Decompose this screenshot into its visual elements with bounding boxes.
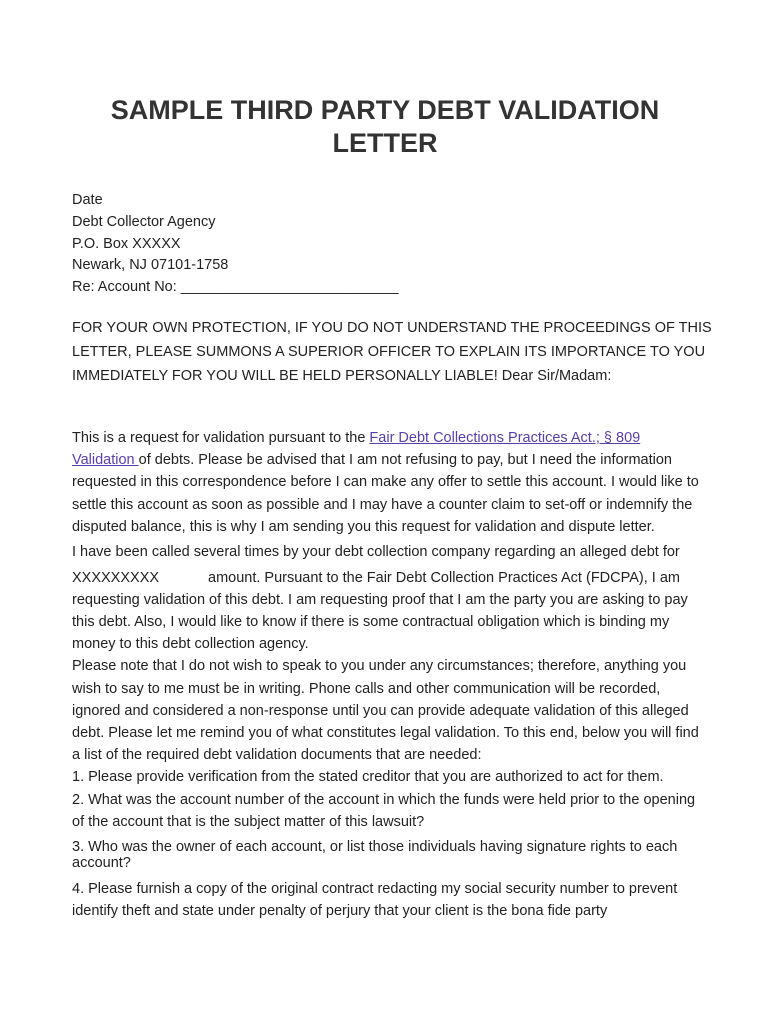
account-number-line: Re: Account No: ___________________________ (72, 279, 399, 296)
paragraph-text: This is a request for validation pursuant to the (72, 430, 370, 446)
agency-line: Debt Collector Agency (72, 213, 216, 230)
document-title: SAMPLE THIRD PARTY DEBT VALIDATION LETTER (110, 95, 660, 158)
recipient-address-block (72, 190, 399, 299)
amount-placeholder: XXXXXXXXX (72, 569, 160, 586)
po-box-line: P.O. Box XXXXX (72, 235, 181, 252)
amount-first-line: amount. Pursuant to the Fair Debt Collection Practices Act (FDCPA), I (208, 569, 656, 586)
amount-paragraph (72, 567, 700, 656)
protection-warning: FOR YOUR OWN PROTECTION, IF YOU DO NOT UNDERSTAND THE PROCEEDINGS OF THIS LETTER, PLEASE SUMMONS A SUPERIOR OFFICER TO EXPLAIN ITS IMPORTANCE TO YOU IMMEDIATELY FOR YOU WILL BE HELD PERSONALLY LIABLE! Dear Sir/Madam: (72, 320, 712, 384)
list-item-4: 4. Please furnish a copy of the original contract redacting my social security number to prevent identify theft and state under penalty of perjury that your client is the bona fide party (72, 880, 678, 920)
fdcpa-validation-link[interactable]: Fair Debt Collections Practices Act.; § 809 Validation (72, 430, 641, 469)
paragraph-text: of debts. Please be advised that I am not refusing to pay, but I need the information requested in this correspondence before I can make any offer to settle this account. I would like to settle this account as soon as possible and I may have a counter claim to set-off or indemnify the disputed balance, this is why I am sending you this request for validation and dispute letter. (72, 452, 699, 535)
no-calls-paragraph: Please note that I do not wish to speak to you under any circumstances; therefore, anything you wish to say to me must be in writing. Phone calls and other communication will be recorded, ignored and considered a non-response until you can provide adequate validation of this alleged debt. Please let me remind you of what constitutes legal validation. To this end, below you will find a list of the required debt validation documents that are needed: (72, 658, 699, 764)
city-line: Newark, NJ 07101-1758 (72, 257, 229, 274)
letter-body (72, 427, 700, 922)
list-item-3: 3. Who was the owner of each account, or list those individuals having signature rights to each account? (72, 838, 678, 872)
date-line: Date (72, 192, 103, 208)
list-item-1: 1. Please provide verification from the stated creditor that you are authorized to act for them. (72, 769, 664, 786)
validation-request-paragraph (72, 427, 700, 538)
list-item-2: 2. What was the account number of the account in which the funds were held prior to the opening of the account that is the subject matter of this lawsuit? (72, 791, 696, 830)
amount-paragraph-rest: am requesting validation of this debt. I am requesting proof that I am the party you are asking to pay this debt. Also, I would like to know if there is some contractual obligation which is binding my money to this debt collection agency. (72, 569, 688, 653)
called-paragraph-lead: I have been called several times by your debt collection company regarding an alleged debt for (72, 544, 680, 561)
